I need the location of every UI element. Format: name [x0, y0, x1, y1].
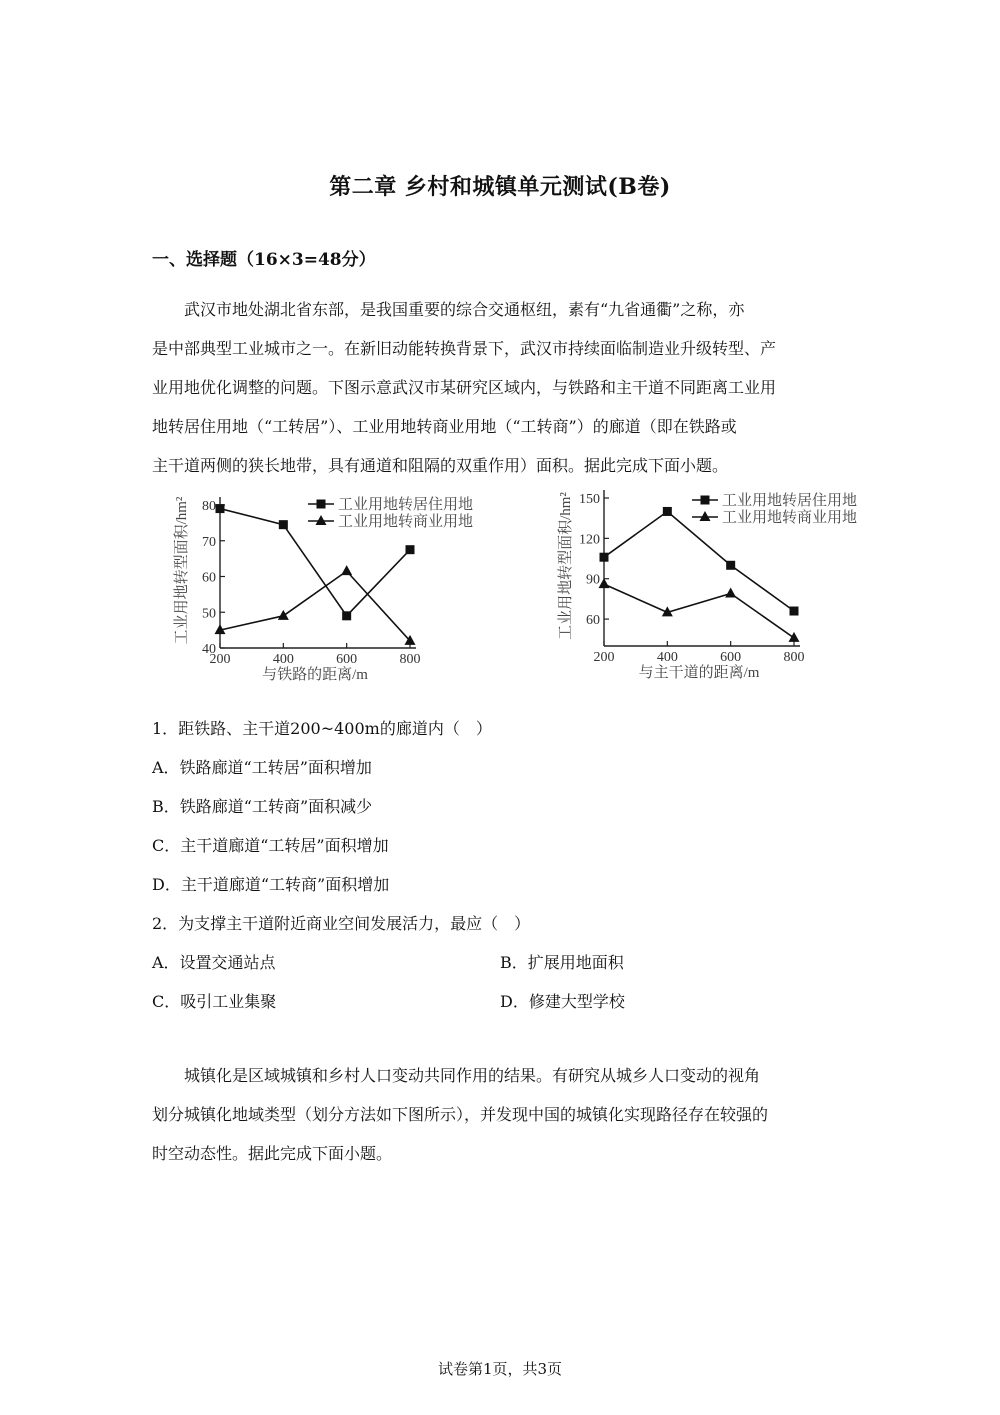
- y-tick-label: 80: [202, 499, 216, 514]
- x-axis-label: 与铁路的距离/m: [262, 667, 368, 683]
- y-tick-label: 60: [586, 613, 600, 629]
- passage-line: 地转居住用地（“工转居”）、工业用地转商业用地（“工转商”）的廊道（即在铁路或: [152, 417, 737, 436]
- q1-option-a[interactable]: A．铁路廊道“工转居”面积增加: [152, 758, 372, 777]
- series-line-2: [220, 571, 410, 641]
- x-tick-label: 200: [593, 650, 615, 665]
- x-tick-label: 800: [399, 652, 421, 667]
- data-point-triangle: [725, 588, 736, 598]
- data-point-square: [600, 553, 609, 562]
- legend-marker-square: [317, 500, 326, 509]
- x-tick-label: 200: [209, 652, 231, 667]
- legend-label: 工业用地转居住用地: [722, 493, 858, 509]
- legend-marker-triangle: [316, 515, 327, 525]
- page-title: 第二章 乡村和城镇单元测试(B卷): [329, 174, 671, 200]
- chart-main-road: [548, 486, 878, 690]
- chart-railway: [168, 490, 498, 689]
- y-tick-label: 40: [202, 642, 216, 657]
- passage-line: 武汉市地处湖北省东部，是我国重要的综合交通枢纽，素有“九省通衢”之称，亦: [184, 300, 745, 319]
- data-point-triangle: [599, 578, 610, 588]
- y-axis-label: 工业用地转型面积/hm²: [174, 496, 190, 645]
- legend-label: 工业用地转居住用地: [338, 497, 474, 513]
- y-tick-label: 150: [579, 492, 600, 507]
- q1-option-c[interactable]: C．主干道廊道“工转居”面积增加: [152, 836, 389, 855]
- x-tick-label: 800: [783, 650, 805, 665]
- x-tick-label: 600: [336, 652, 358, 667]
- passage-1: [152, 290, 852, 485]
- chart-railway-svg: [168, 490, 498, 685]
- chart-main-road-svg: [548, 486, 878, 686]
- q1-option-d[interactable]: D．主干道廊道“工转商”面积增加: [152, 875, 390, 894]
- y-axis-label: 工业用地转型面积/hm²: [558, 492, 574, 640]
- x-axis-label: 与主干道的距离/m: [638, 665, 760, 681]
- passage-2: [152, 1056, 852, 1173]
- passage-line: 时空动态性。据此完成下面小题。: [152, 1144, 393, 1163]
- passage-line: 是中部典型工业城市之一。在新旧动能转换背景下，武汉市持续面临制造业升级转型、产: [152, 339, 777, 358]
- data-point-square: [726, 561, 735, 570]
- data-point-square: [216, 504, 225, 513]
- data-point-square: [663, 507, 672, 516]
- data-point-square: [790, 607, 799, 616]
- passage-line: 划分城镇化地域类型（划分方法如下图所示），并发现中国的城镇化实现路径存在较强的: [152, 1105, 769, 1124]
- data-point-square: [279, 520, 288, 529]
- legend-marker-triangle: [700, 511, 711, 521]
- legend-marker-square: [701, 496, 710, 505]
- q2-option-d[interactable]: D．修建大型学校: [500, 992, 625, 1011]
- x-tick-label: 400: [656, 650, 678, 665]
- y-tick-label: 50: [202, 606, 216, 622]
- q1-option-b[interactable]: B．铁路廊道“工转商”面积减少: [152, 797, 373, 816]
- page-footer: 试卷第1页，共3页: [437, 1360, 563, 1378]
- question-2-stem: 2．为支撑主干道附近商业空间发展活力，最应（ ）: [152, 914, 531, 933]
- q2-option-c[interactable]: C．吸引工业集聚: [152, 992, 277, 1011]
- data-point-triangle: [278, 610, 289, 620]
- y-tick-label: 90: [586, 572, 600, 588]
- series-line-2: [604, 584, 794, 638]
- data-point-square: [342, 611, 351, 620]
- legend-label: 工业用地转商业用地: [722, 510, 858, 526]
- x-tick-label: 400: [272, 652, 294, 667]
- question-1-stem: 1．距铁路、主干道200~400m的廊道内（ ）: [152, 719, 492, 738]
- y-tick-label: 70: [202, 534, 216, 550]
- passage-line: 城镇化是区域城镇和乡村人口变动共同作用的结果。有研究从城乡人口变动的视角: [184, 1066, 761, 1085]
- q2-option-b[interactable]: B．扩展用地面积: [500, 953, 624, 972]
- legend-label: 工业用地转商业用地: [338, 514, 474, 530]
- passage-line: 主干道两侧的狭长地带，具有通道和阻隔的双重作用）面积。据此完成下面小题。: [152, 456, 729, 475]
- data-point-triangle: [789, 632, 800, 642]
- data-point-triangle: [341, 565, 352, 575]
- data-point-square: [406, 545, 415, 554]
- y-tick-label: 120: [579, 532, 600, 548]
- x-tick-label: 600: [720, 650, 742, 665]
- q2-option-a[interactable]: A．设置交通站点: [152, 953, 276, 972]
- section-heading: 一、选择题（16×3=48分）: [152, 250, 376, 270]
- y-tick-label: 60: [202, 570, 216, 586]
- passage-line: 业用地优化调整的问题。下图示意武汉市某研究区域内，与铁路和主干道不同距离工业用: [152, 378, 777, 397]
